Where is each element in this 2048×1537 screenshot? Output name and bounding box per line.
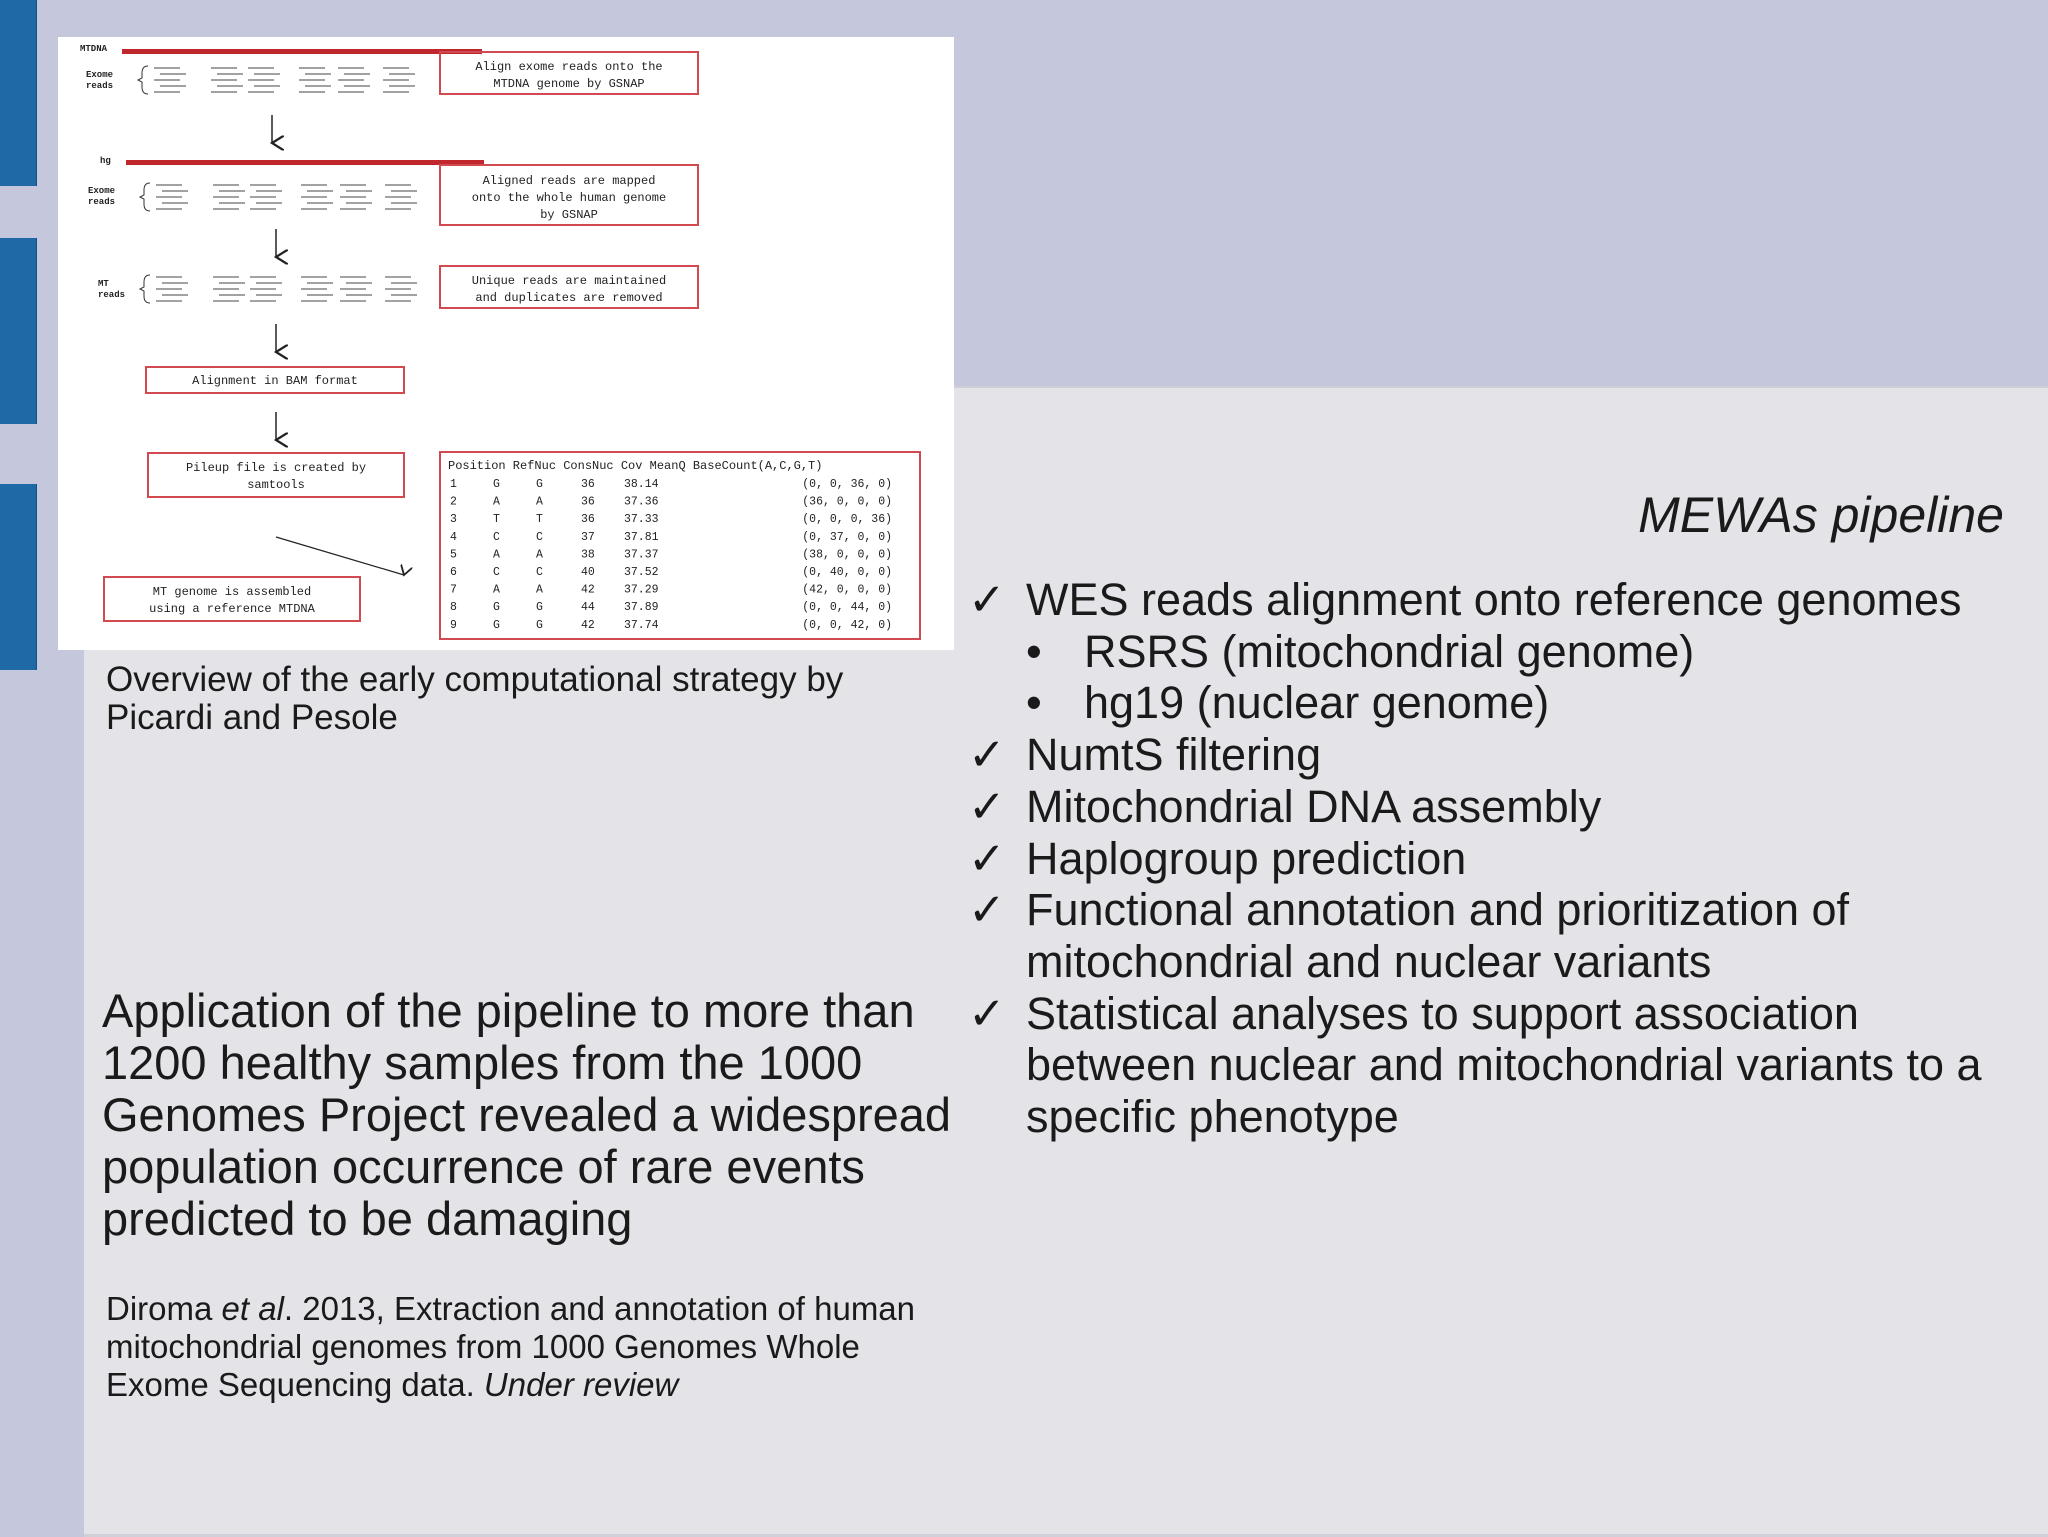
label-mtdna: MTDNA [80, 44, 108, 54]
checklist-item-text: NumtS filtering [1026, 729, 1322, 781]
checkmark-icon: ✓ [968, 780, 1006, 832]
pileup-cell: 37.33 [624, 513, 659, 527]
side-tab-1[interactable] [0, 0, 37, 186]
pileup-cell: A [493, 583, 500, 597]
pileup-cell: 37 [581, 530, 595, 544]
pileup-table-rows [450, 478, 892, 632]
pileup-cell: 2 [450, 495, 457, 509]
pipeline-title: MEWAs pipeline [1638, 487, 2004, 543]
checkmark-icon: ✓ [968, 884, 1006, 936]
checklist-item [968, 574, 2028, 626]
box-aligned-mapped-line-3: by GSNAP [540, 208, 598, 222]
pileup-cell: 7 [450, 583, 457, 597]
pileup-table-header: Position RefNuc ConsNuc Cov MeanQ BaseCount(A,C,G,T) [448, 459, 823, 473]
pileup-cell: (0, 0, 42, 0) [802, 618, 892, 632]
hg-reference-bar [126, 160, 484, 165]
pileup-cell: 40 [581, 566, 595, 579]
pileup-cell: 37.81 [624, 530, 659, 544]
reads-bracket [140, 275, 150, 303]
box-align-exome-line-1: Align exome reads onto the [475, 60, 663, 74]
pileup-cell: 44 [581, 601, 595, 615]
exome-reads-glyph-2 [140, 183, 417, 211]
checkmark-icon: ✓ [968, 574, 1006, 625]
checklist-subitem [968, 626, 2028, 678]
checklist-item [968, 833, 2028, 885]
bullet-icon: • [1026, 625, 1042, 677]
pileup-cell: 42 [581, 583, 595, 597]
pileup-cell: A [493, 495, 500, 509]
checklist-item-text: Statistical analyses to support association between nuclear and mitochondrial variants to a specific phenotype [1026, 987, 1982, 1143]
pileup-cell: 42 [581, 618, 595, 632]
pileup-cell: (0, 37, 0, 0) [802, 530, 892, 544]
pileup-cell: G [536, 601, 543, 615]
pileup-cell: 1 [450, 478, 457, 491]
reads-bracket [138, 66, 148, 94]
pileup-cell: 36 [581, 478, 595, 491]
citation-rest: . 2013, Extraction and annotation of human mitochondrial genomes from 1000 Genomes Whole Exome Sequencing data. [106, 1290, 916, 1403]
pileup-cell: G [536, 618, 543, 632]
box-pileup-line-1: Pileup file is created by [185, 461, 367, 475]
pileup-cell: A [536, 495, 543, 509]
box-unique-line-1: Unique reads are maintained [471, 274, 667, 288]
pileup-cell: G [536, 478, 543, 491]
box-unique-line-2: and duplicates are removed [475, 291, 663, 305]
box-bam-label: Alignment in BAM format [192, 374, 358, 388]
pileup-cell: 36 [581, 513, 595, 527]
pileup-cell: C [493, 566, 500, 579]
pileup-cell: (36, 0, 0, 0) [802, 495, 892, 509]
pipeline-diagram [58, 37, 954, 650]
citation-status: Under review [483, 1366, 679, 1403]
box-pileup-line-2: samtools [247, 478, 305, 492]
pileup-cell: 6 [450, 566, 457, 579]
bullet-icon: • [1026, 677, 1042, 729]
checklist-item-text: Functional annotation and prioritization of mitochondrial and nuclear variants [1026, 884, 1850, 987]
mtdna-reference-bar [122, 49, 482, 54]
checklist-item [968, 884, 2028, 987]
box-mt-genome-line-1: MT genome is assembled [152, 585, 312, 599]
checklist-item-text: Haplogroup prediction [1026, 832, 1467, 884]
pileup-cell: C [493, 530, 500, 544]
pileup-cell: 8 [450, 601, 457, 615]
label-hg: hg [100, 156, 111, 166]
box-mt-genome-line-2: using a reference MTDNA [149, 602, 315, 616]
checkmark-icon: ✓ [968, 729, 1006, 781]
box-align-exome-line-2: MTDNA genome by GSNAP [493, 77, 645, 91]
exome-reads-glyph-1 [138, 66, 415, 94]
pileup-cell: (0, 0, 0, 36) [802, 513, 892, 527]
reads-bracket [140, 183, 150, 211]
checklist-subitem-text: hg19 (nuclear genome) [1084, 677, 1550, 729]
checklist-item-text: WES reads alignment onto reference genomes [1026, 574, 1962, 625]
checklist-item [968, 781, 2028, 833]
pileup-cell: A [536, 548, 543, 562]
box-aligned-mapped-line-1: Aligned reads are mapped [482, 174, 656, 188]
diagram-svg [58, 37, 954, 650]
pileup-cell: T [493, 513, 500, 527]
pileup-cell: G [493, 601, 500, 615]
pileup-cell: A [536, 583, 543, 597]
checklist-subitem [968, 677, 2028, 729]
pileup-cell: 38.14 [624, 478, 659, 491]
pileup-cell: A [493, 548, 500, 562]
box-aligned-mapped-line-2: onto the whole human genome [471, 191, 667, 205]
side-tab-2[interactable] [0, 238, 37, 424]
checkmark-icon: ✓ [968, 832, 1006, 884]
pileup-cell: C [536, 566, 543, 579]
side-tab-3[interactable] [0, 484, 37, 670]
pileup-cell: 9 [450, 618, 457, 632]
pileup-cell: 37.74 [624, 618, 659, 632]
checklist-item [968, 729, 2028, 781]
citation-etal: et al [221, 1290, 284, 1327]
pileup-cell: 37.37 [624, 548, 659, 562]
pileup-cell: (0, 40, 0, 0) [802, 566, 892, 579]
pileup-cell: 3 [450, 513, 457, 527]
checklist-item-text: Mitochondrial DNA assembly [1026, 780, 1602, 832]
pileup-cell: 4 [450, 530, 457, 544]
pileup-cell: 37.29 [624, 583, 659, 597]
pileup-cell: 36 [581, 495, 595, 509]
label-exome-reads-1: Exome reads [86, 70, 114, 91]
label-mt-reads: MT reads [98, 279, 126, 300]
citation-author: Diroma [106, 1290, 222, 1327]
pileup-cell: 37.36 [624, 495, 659, 509]
label-exome-reads-2: Exome reads [88, 186, 116, 207]
pileup-cell: T [536, 513, 543, 527]
checklist-subitem-text: RSRS (mitochondrial genome) [1084, 625, 1695, 677]
citation [106, 1290, 966, 1404]
pileup-cell: (42, 0, 0, 0) [802, 583, 892, 597]
pileup-cell: G [493, 618, 500, 632]
arrow-diagonal [276, 537, 404, 575]
mt-reads-glyph [140, 275, 417, 303]
pileup-cell: (0, 0, 36, 0) [802, 478, 892, 491]
pileup-cell: 38 [581, 548, 595, 562]
pipeline-checklist [968, 574, 2028, 1143]
pileup-cell: 37.52 [624, 566, 659, 579]
pileup-cell: C [536, 530, 543, 544]
divider [954, 386, 2048, 388]
checkmark-icon: ✓ [968, 987, 1006, 1039]
figure-caption: Overview of the early computational strategy by Picardi and Pesole [106, 660, 844, 737]
pileup-cell: 37.89 [624, 601, 659, 615]
pileup-cell: 5 [450, 548, 457, 562]
pileup-cell: (0, 0, 44, 0) [802, 601, 892, 615]
pileup-cell: (38, 0, 0, 0) [802, 548, 892, 562]
checklist-item [968, 988, 2028, 1143]
pileup-cell: G [493, 478, 500, 491]
application-text: Application of the pipeline to more than 1200 healthy samples from the 1000 Genomes Project revealed a widespread population occurrence of rare events predicted to be damaging [102, 984, 952, 1245]
